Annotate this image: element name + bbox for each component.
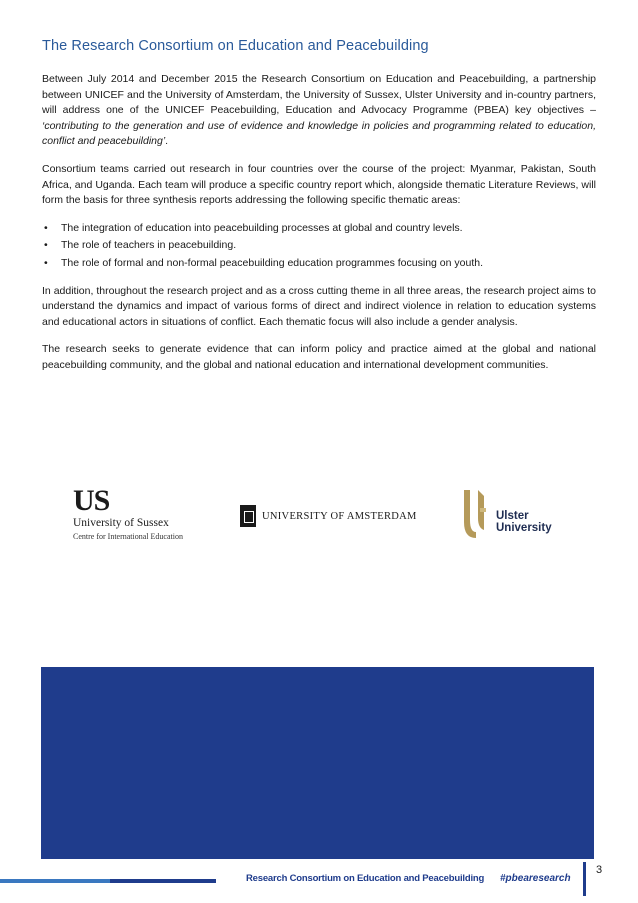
intro-quote: ‘contributing to the generation and use of evidence and knowledge in policies and programming related to education, conflict and peacebuilding’	[42, 119, 596, 148]
list-item: • The integration of education into peacebuilding processes at global and country levels.	[42, 221, 596, 237]
amsterdam-name: UNIVERSITY OF AMSTERDAM	[262, 510, 417, 522]
ulster-university-logo	[456, 488, 566, 546]
university-of-amsterdam-logo	[240, 503, 417, 529]
countries-paragraph: Consortium teams carried out research in four countries over the course of the project: Myanmar, Pakistan, South Africa, and Uganda. Each team will produce a specific country report which, alongside thematic Literature Reviews, will form the basis for three synthesis reports addressing the following specific thematic areas:	[42, 162, 596, 207]
intro-text: Between July 2014 and December 2015 the Research Consortium on Education and Peacebuilding, a partnership between UNICEF and the University of Amsterdam, the University of Sussex, Ulster University and in-country partners, will address one of the UNICEF Peacebuilding, Education and Advocacy Programme (PBEA) key objectives –	[42, 73, 596, 117]
evidence-paragraph: The research seeks to generate evidence that can inform policy and practice aimed at the global and national peacebuilding community, and the global and national education and international development communities.	[42, 343, 596, 371]
sussex-mark: US	[73, 484, 110, 517]
page-title: The Research Consortium on Education and Peacebuilding	[42, 38, 429, 54]
ulster-name	[496, 510, 552, 534]
university-of-sussex-logo	[73, 484, 233, 547]
list-item: • The role of formal and non-formal peacebuilding education programmes focusing on youth.	[42, 256, 596, 272]
blue-panel	[41, 667, 594, 859]
intro-end: .	[165, 135, 169, 148]
cross-cutting-paragraph: In addition, throughout the research project and as a cross cutting theme in all three areas, the research project aims to understand the dynamics and impact of various forms of direct and indirect violence in relation to education systems and educational actors in situations of conflict. Each thematic focus will also include a gender analysis.	[42, 284, 596, 328]
ulster-line-2: University	[496, 522, 552, 534]
ulster-line-1: Ulster	[496, 510, 529, 522]
thematic-areas-list	[42, 221, 596, 272]
footer-rule-dark	[110, 879, 216, 883]
footer-divider	[583, 862, 586, 896]
body-text	[42, 72, 596, 386]
sussex-subtitle: Centre for International Education	[73, 532, 183, 541]
list-item: • The role of teachers in peacebuilding.	[42, 238, 596, 254]
footer-rule-light	[0, 879, 110, 883]
page-number: 3	[596, 864, 603, 876]
footer-hashtag: #pbearesearch	[500, 873, 571, 884]
sussex-name: University of Sussex	[73, 517, 169, 529]
amsterdam-emblem-icon	[240, 505, 256, 527]
ulster-mark-icon	[460, 488, 488, 544]
intro-paragraph	[42, 72, 596, 150]
footer-consortium-name: Research Consortium on Education and Peacebuilding	[246, 873, 485, 884]
